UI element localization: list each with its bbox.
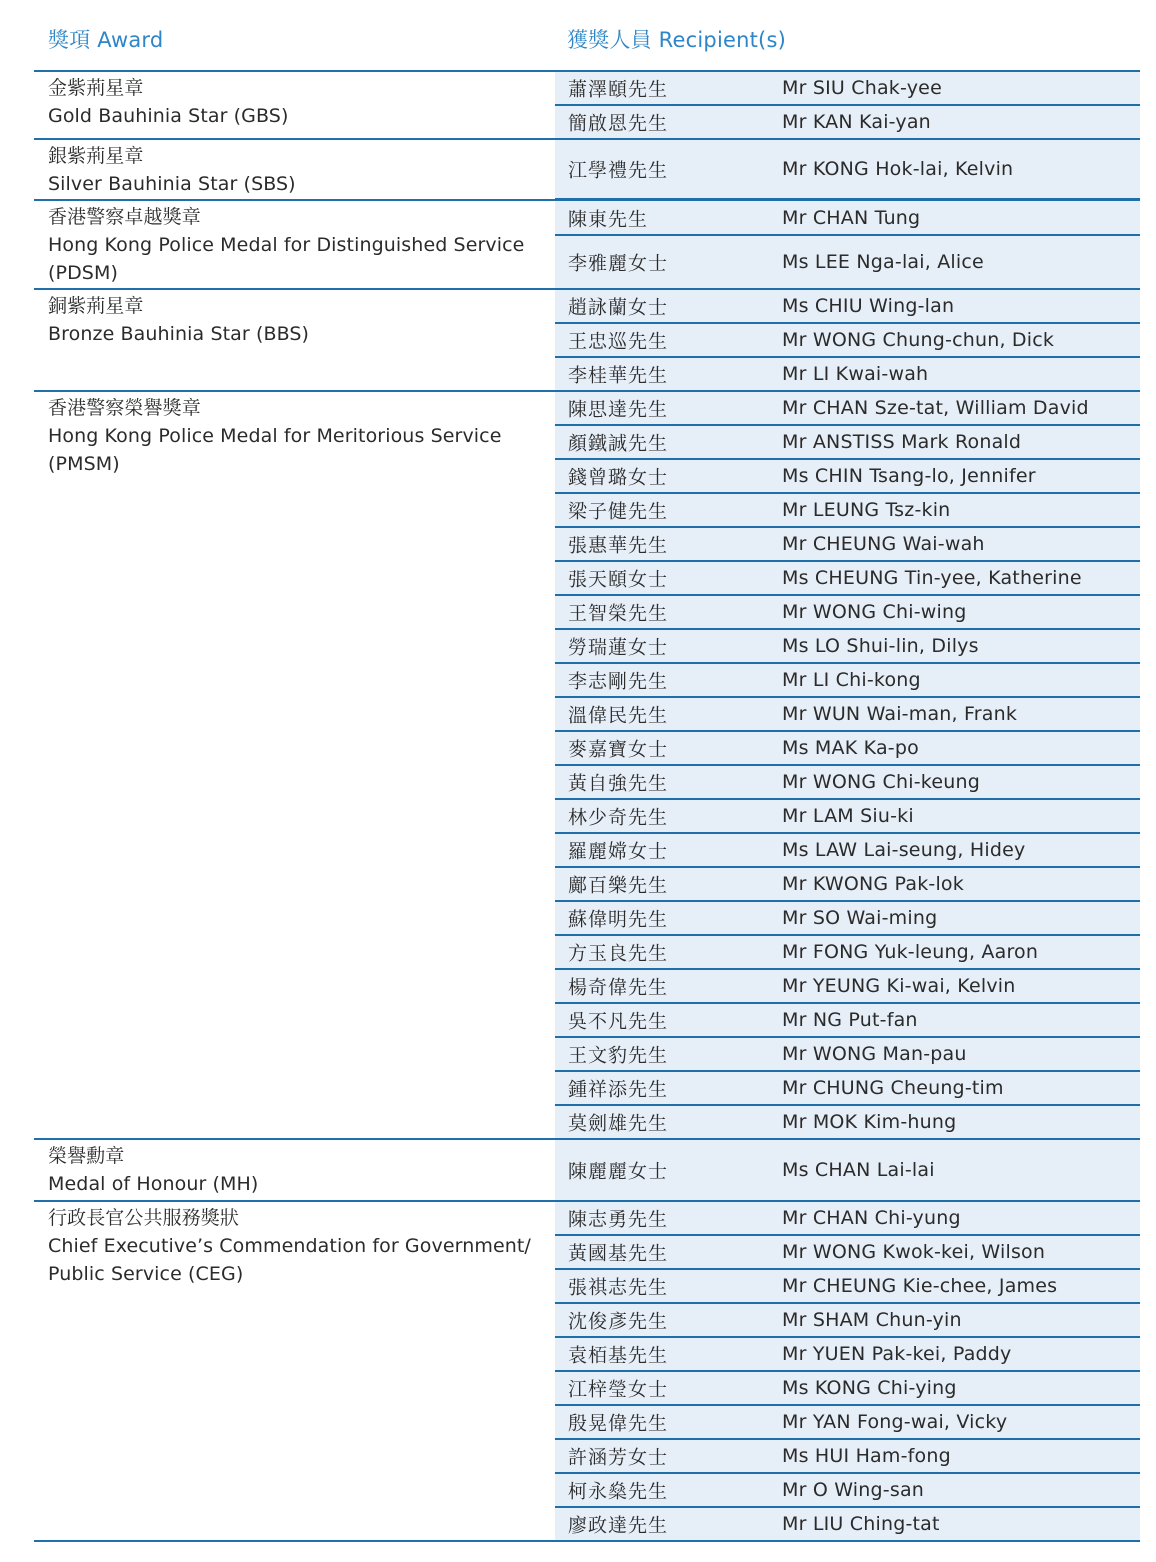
recipient-name-zh: 江學禮先生: [568, 159, 669, 182]
recipient-name-en: Mr YAN Fong-wai, Vicky: [782, 1411, 1008, 1433]
recipient-name-zh: 錢曾璐女士: [568, 466, 669, 489]
recipient-name-en: Ms MAK Ka-po: [782, 737, 919, 759]
recipient-name-en: Mr FONG Yuk-leung, Aaron: [782, 941, 1039, 963]
award-cell: [34, 203, 554, 287]
recipient-list: [555, 201, 1140, 290]
recipient-name-en: Ms LAW Lai-seung, Hidey: [782, 839, 1026, 861]
recipient-name-zh: 王忠巡先生: [568, 330, 669, 353]
recipient-name-en: Mr LI Kwai-wah: [782, 363, 929, 385]
recipient-row: [555, 1004, 1140, 1038]
recipient-name-en: Mr CHAN Sze-tat, William David: [782, 397, 1089, 419]
recipient-name-en: Mr CHUNG Cheung-tim: [782, 1077, 1004, 1099]
recipient-name-en: Mr LIU Ching-tat: [782, 1513, 940, 1535]
award-name-en: Chief Executive’s Commendation for Government/: [48, 1235, 531, 1257]
recipient-name-en: Ms CHAN Lai-lai: [782, 1159, 935, 1181]
recipient-list: [555, 290, 1140, 392]
recipient-name-en: Ms CHIN Tsang-lo, Jennifer: [782, 465, 1036, 487]
award-name-zh: 金紫荊星章: [48, 77, 144, 99]
recipient-name-en: Mr YEUNG Ki-wai, Kelvin: [782, 975, 1016, 997]
recipient-list: [555, 1140, 1140, 1202]
recipient-name-zh: 袁栢基先生: [568, 1344, 669, 1367]
recipient-row: [555, 528, 1140, 562]
recipient-row: [555, 1270, 1140, 1304]
award-column-header: 獎項 Award: [48, 28, 164, 52]
recipient-name-zh: 江梓瑩女士: [568, 1378, 669, 1401]
recipient-row: [555, 72, 1140, 106]
award-name-en: (PMSM): [48, 453, 120, 475]
recipient-name-zh: 王智榮先生: [568, 602, 669, 625]
recipient-name-zh: 鍾祥添先生: [568, 1078, 669, 1101]
recipient-row: [555, 868, 1140, 902]
award-cell: [34, 1142, 554, 1198]
recipient-row: [555, 236, 1140, 290]
recipient-name-zh: 顏鐵誠先生: [568, 432, 669, 455]
recipient-column-header: 獲獎人員 Recipient(s): [567, 28, 786, 52]
award-name-en: Hong Kong Police Medal for Distinguished Service: [48, 234, 525, 256]
award-cell: [34, 1204, 554, 1288]
award-name-en: (PDSM): [48, 262, 118, 284]
recipient-name-zh: 沈俊彥先生: [568, 1310, 669, 1333]
recipient-row: [555, 698, 1140, 732]
recipient-row: [555, 562, 1140, 596]
recipient-name-en: Ms CHIU Wing-lan: [782, 295, 955, 317]
recipient-row: [555, 324, 1140, 358]
recipient-name-zh: 陳麗麗女士: [568, 1160, 669, 1183]
recipient-row: [555, 970, 1140, 1004]
recipient-name-zh: 簡啟恩先生: [568, 112, 669, 135]
award-name-en: Gold Bauhinia Star (GBS): [48, 105, 289, 127]
recipient-name-en: Mr O Wing-san: [782, 1479, 925, 1501]
recipient-name-en: Mr CHEUNG Wai-wah: [782, 533, 985, 555]
recipient-name-en: Mr LAM Siu-ki: [782, 805, 914, 827]
recipient-row: [555, 1202, 1140, 1236]
award-name-zh: 香港警察榮譽獎章: [48, 397, 201, 419]
recipient-list: [555, 392, 1140, 1140]
recipient-name-zh: 吳不凡先生: [568, 1010, 669, 1033]
award-name-zh: 銀紫荊星章: [48, 145, 144, 167]
award-name-en: Silver Bauhinia Star (SBS): [48, 173, 296, 195]
recipient-name-en: Mr WONG Man-pau: [782, 1043, 967, 1065]
recipient-row: [555, 392, 1140, 426]
recipient-name-en: Mr WONG Kwok-kei, Wilson: [782, 1241, 1046, 1263]
recipient-row: [555, 1072, 1140, 1106]
recipient-name-zh: 趙詠蘭女士: [568, 296, 669, 319]
table-bottom-rule: [34, 1540, 1140, 1542]
recipient-row: [555, 902, 1140, 936]
recipient-name-zh: 蕭澤頤先生: [568, 78, 669, 101]
recipient-name-en: Mr YUEN Pak-kei, Paddy: [782, 1343, 1012, 1365]
recipient-row: [555, 1236, 1140, 1270]
recipient-name-zh: 張祺志先生: [568, 1276, 669, 1299]
recipient-row: [555, 834, 1140, 868]
recipient-row: [555, 936, 1140, 970]
recipient-row: [555, 664, 1140, 698]
recipient-row: [555, 800, 1140, 834]
recipient-name-zh: 陳東先生: [568, 208, 649, 230]
recipient-row: [555, 106, 1140, 140]
recipient-row: [555, 1140, 1140, 1202]
recipient-row: [555, 1406, 1140, 1440]
recipient-row: [555, 732, 1140, 766]
recipient-name-en: Mr CHAN Tung: [782, 206, 921, 229]
recipient-name-zh: 羅麗嫦女士: [568, 840, 669, 863]
recipient-row: [555, 290, 1140, 324]
recipient-name-en: Mr LEUNG Tsz-kin: [782, 499, 951, 521]
recipient-row: [555, 201, 1140, 236]
recipient-row: [555, 1106, 1140, 1140]
recipient-name-zh: 麥嘉寶女士: [568, 738, 669, 761]
recipient-name-zh: 林少奇先生: [568, 806, 669, 829]
recipient-name-en: Mr WONG Chi-keung: [782, 771, 980, 793]
recipient-name-en: Mr SHAM Chun-yin: [782, 1309, 962, 1331]
recipient-name-en: Mr WUN Wai-man, Frank: [782, 703, 1018, 725]
recipient-row: [555, 1508, 1140, 1542]
recipient-name-en: Mr ANSTISS Mark Ronald: [782, 431, 1022, 453]
award-name-zh: 行政長官公共服務獎狀: [48, 1207, 240, 1229]
recipient-row: [555, 426, 1140, 460]
recipient-name-zh: 王文豹先生: [568, 1044, 669, 1067]
award-name-en: Medal of Honour (MH): [48, 1173, 259, 1195]
recipient-name-en: Mr WONG Chi-wing: [782, 601, 967, 623]
award-name-en: Public Service (CEG): [48, 1263, 244, 1285]
recipient-name-zh: 李雅麗女士: [568, 252, 669, 275]
recipient-row: [555, 1038, 1140, 1072]
award-name-zh: 銅紫荊星章: [48, 295, 144, 317]
recipient-name-zh: 黃自強先生: [568, 772, 669, 795]
recipient-row: [555, 1372, 1140, 1406]
recipient-row: [555, 630, 1140, 664]
recipient-name-en: Mr CHEUNG Kie-chee, James: [782, 1275, 1058, 1297]
recipient-name-zh: 鄺百樂先生: [568, 874, 669, 897]
recipient-row: [555, 1440, 1140, 1474]
recipient-name-zh: 勞瑞蓮女士: [568, 636, 669, 659]
recipient-name-zh: 黃國基先生: [568, 1242, 669, 1265]
recipient-row: [555, 358, 1140, 392]
award-name-en: Bronze Bauhinia Star (BBS): [48, 323, 310, 345]
recipient-name-zh: 梁子健先生: [568, 500, 669, 523]
recipient-name-en: Mr MOK Kim-hung: [782, 1111, 957, 1133]
recipient-name-zh: 張惠華先生: [568, 534, 669, 557]
recipient-name-zh: 陳思達先生: [568, 398, 669, 421]
recipient-name-zh: 李桂華先生: [568, 364, 669, 387]
recipient-name-en: Mr WONG Chung-chun, Dick: [782, 329, 1055, 351]
recipient-name-en: Mr KWONG Pak-lok: [782, 873, 964, 895]
recipient-name-en: Ms HUI Ham-fong: [782, 1445, 951, 1467]
recipient-name-zh: 楊奇偉先生: [568, 976, 669, 999]
recipient-name-en: Ms CHEUNG Tin-yee, Katherine: [782, 567, 1082, 589]
recipient-name-zh: 殷晃偉先生: [568, 1412, 669, 1435]
award-cell: [34, 74, 554, 130]
recipient-name-zh: 廖政達先生: [568, 1514, 669, 1537]
recipient-name-en: Mr KAN Kai-yan: [782, 111, 931, 133]
award-name-zh: 香港警察卓越獎章: [48, 206, 201, 228]
recipient-row: [555, 460, 1140, 494]
recipient-row: [555, 596, 1140, 630]
recipient-name-zh: 張天頤女士: [568, 568, 669, 591]
award-name-zh: 榮譽勳章: [48, 1145, 125, 1167]
recipient-list: [555, 140, 1140, 200]
recipient-row: [555, 766, 1140, 800]
award-name-en: Hong Kong Police Medal for Meritorious Service: [48, 425, 502, 447]
recipient-name-en: Mr SIU Chak-yee: [782, 77, 942, 99]
recipient-name-en: Mr CHAN Chi-yung: [782, 1207, 961, 1229]
recipient-name-en: Ms LO Shui-lin, Dilys: [782, 635, 979, 657]
recipient-name-zh: 許涵芳女士: [568, 1446, 669, 1469]
recipient-name-en: Mr LI Chi-kong: [782, 669, 921, 691]
recipient-name-zh: 溫偉民先生: [568, 704, 669, 727]
recipient-name-en: Mr NG Put-fan: [782, 1009, 918, 1031]
recipient-row: [555, 1304, 1140, 1338]
recipient-name-zh: 方玉良先生: [568, 942, 669, 965]
award-cell: [34, 292, 554, 348]
recipient-name-en: Ms LEE Nga-lai, Alice: [782, 251, 984, 273]
recipient-name-zh: 蘇偉明先生: [568, 908, 669, 931]
recipient-name-zh: 柯永燊先生: [568, 1480, 669, 1503]
recipient-row: [555, 494, 1140, 528]
recipient-name-zh: 李志剛先生: [568, 670, 669, 693]
recipient-list: [555, 1202, 1140, 1542]
recipient-list: [555, 72, 1140, 140]
award-cell: [34, 142, 554, 198]
recipient-name-en: Ms KONG Chi-ying: [782, 1377, 957, 1399]
recipient-name-zh: 莫劍雄先生: [568, 1112, 669, 1135]
recipient-name-en: Mr SO Wai-ming: [782, 907, 938, 929]
award-cell: [34, 394, 554, 478]
recipient-name-en: Mr KONG Hok-lai, Kelvin: [782, 158, 1014, 180]
recipient-row: [555, 1338, 1140, 1372]
recipient-name-zh: 陳志勇先生: [568, 1208, 669, 1231]
recipient-row: [555, 140, 1140, 200]
recipient-row: [555, 1474, 1140, 1508]
